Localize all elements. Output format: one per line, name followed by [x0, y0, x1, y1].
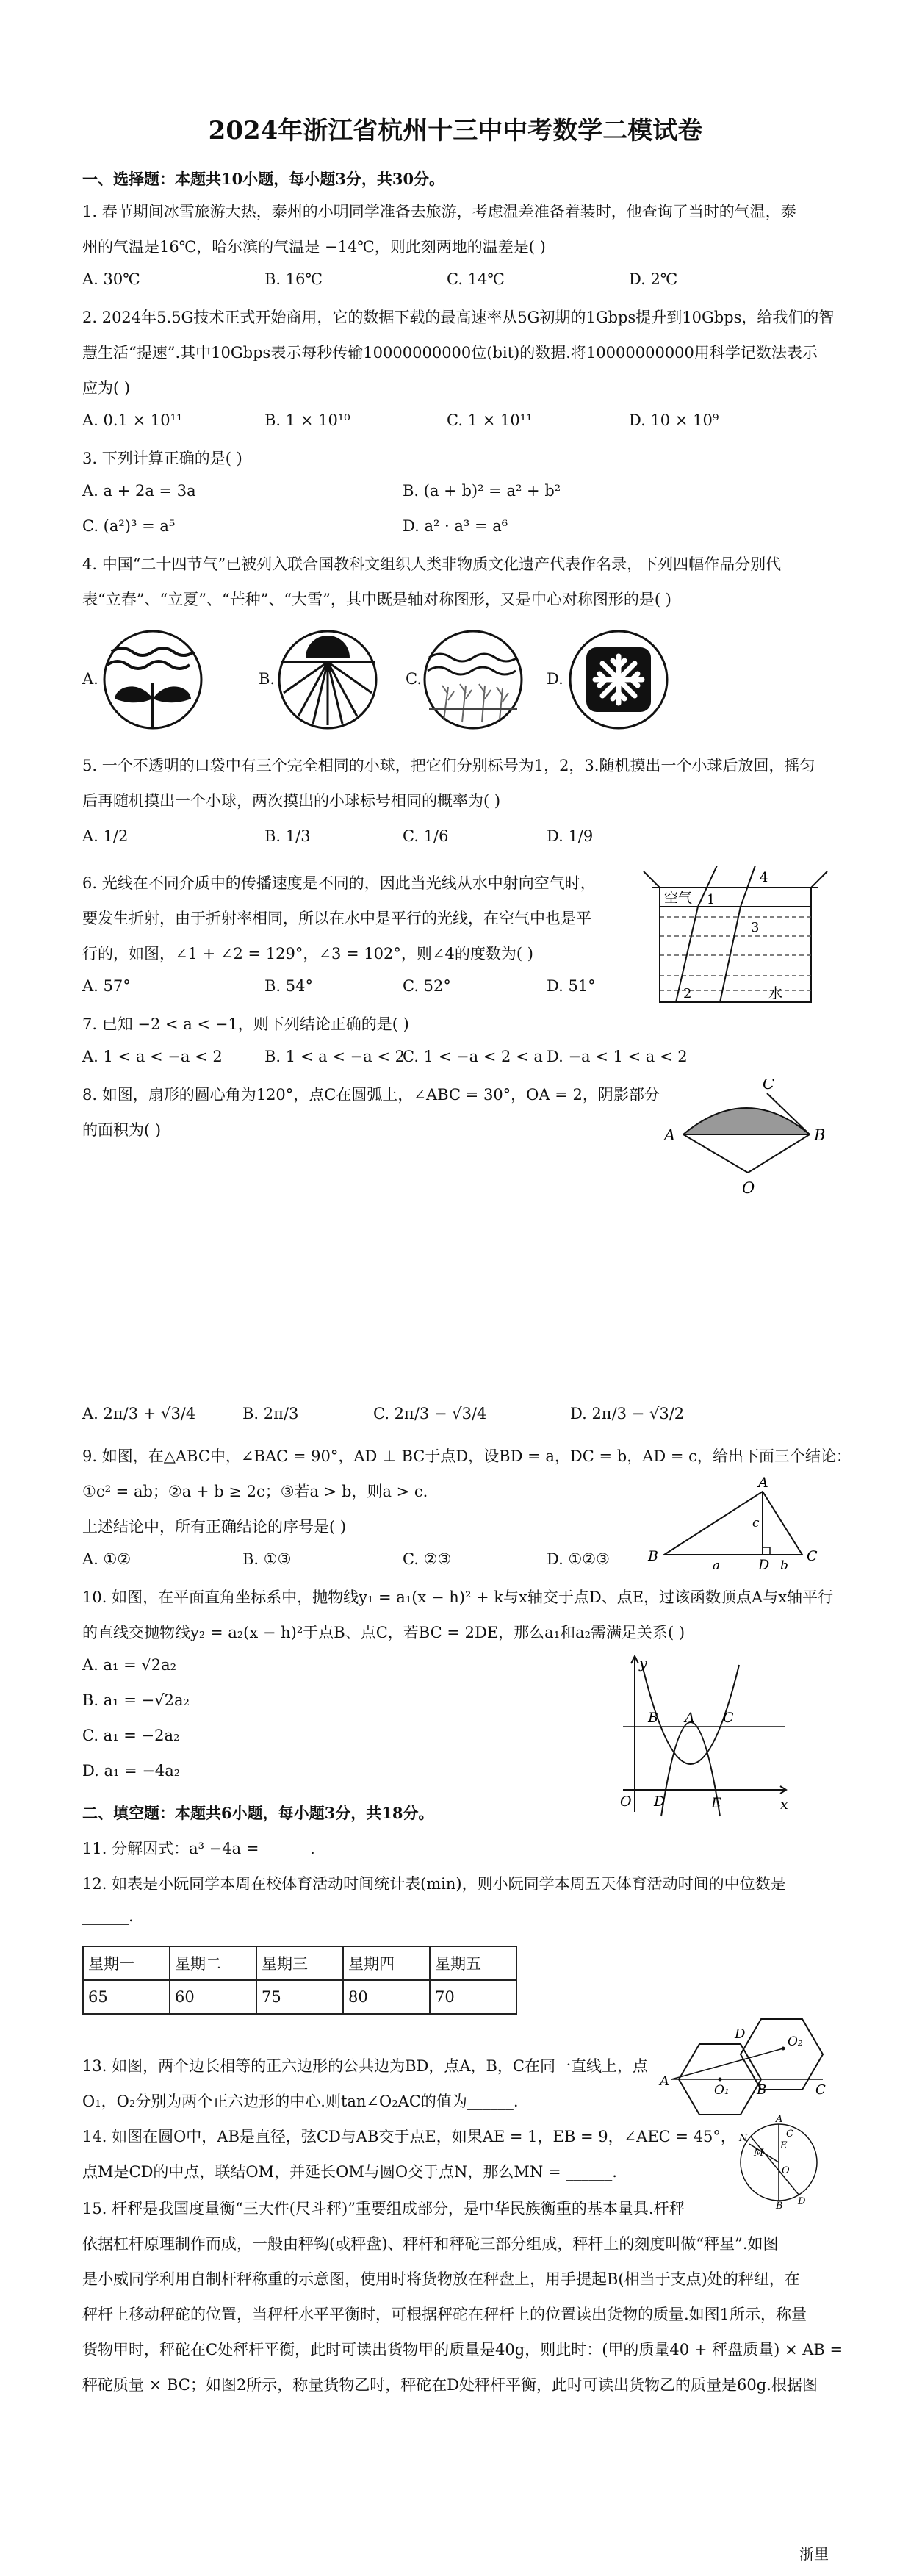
- mangzhong-artwork: [422, 628, 525, 731]
- water-label: 水: [768, 985, 783, 1001]
- q2-option-c: C. 1 × 10¹¹: [447, 411, 533, 429]
- q13-line-2: O₁，O₂分别为两个正六边形的中心.则tan∠O₂AC的值为______.: [82, 2093, 519, 2110]
- q7-option-c: C. 1 < −a < 2 < a: [403, 1048, 543, 1065]
- q14-line-2: 点M是CD的中点，联结OM，并延长OM与圆O交于点N，那么MN = ______.: [82, 2163, 617, 2181]
- tri-seg-b-label: b: [780, 1558, 788, 1572]
- hex-o1-label: O₁: [714, 2083, 730, 2098]
- q10-line-1: 10. 如图，在平面直角坐标系中，抛物线y₁ = a₁(x − h)² + k与x轴交于点D、点E，过该函数顶点A与x轴平行: [82, 1589, 834, 1606]
- axis-y-label: y: [639, 1655, 647, 1672]
- q15-line-3: 是小威同学利用自制杆秤称重的示意图，使用时将货物放在秤盘上，用手提起B(相当于支点)处的秤纽，在: [82, 2270, 800, 2288]
- q7-option-a: A. 1 < a < −a < 2: [82, 1048, 223, 1065]
- circ-o-label: O: [782, 2165, 790, 2176]
- table-header-cell: 星期二: [170, 1946, 256, 1980]
- q4-option-d: D.: [547, 670, 563, 688]
- q15-line-4: 秤杆上移动秤砣的位置，当秤杆水平平衡时，可根据秤砣在秤杆上的位置读出货物的质量.如图1所示，称量: [82, 2306, 807, 2323]
- q1-option-d: D. 2℃: [629, 270, 678, 288]
- q6-option-c: C. 52°: [403, 977, 451, 995]
- q3-option-c: C. (a²)³ = a⁵: [82, 517, 176, 535]
- q1-line-2: 州的气温是16℃，哈尔滨的气温是 −14℃，则此刻两地的温差是( ): [82, 238, 546, 256]
- daxue-snowflake-artwork: [567, 628, 670, 731]
- tri-seg-c-label: c: [752, 1516, 760, 1530]
- point-c-label: C: [763, 1079, 775, 1093]
- q5-line-1: 5. 一个不透明的口袋中有三个完全相同的小球，把它们分别标号为1，2，3.随机摸出一个小球后放回，摇匀: [82, 757, 815, 774]
- q8-option-d: D. 2π/3 − √3/2: [570, 1405, 685, 1422]
- q6-line-1: 6. 光线在不同介质中的传播速度是不同的，因此当光线从水中射向空气时，: [82, 874, 596, 892]
- q13-line-1: 13. 如图，两个边长相等的正六边形的公共边为BD，点A，B，C在同一直线上，点: [82, 2057, 649, 2075]
- q15-line-2: 依据杠杆原理制作而成，一般由秤钩(或秤盘)、秤杆和秤砣三部分组成，秤杆上的刻度叫做“秤星”.如图: [82, 2235, 779, 2253]
- tri-c-label: C: [807, 1548, 818, 1564]
- q7-line-1: 7. 已知 −2 < a < −1，则下列结论正确的是( ): [82, 1015, 409, 1033]
- q12-line-2: ______.: [82, 1907, 134, 1925]
- air-label: 空气: [664, 890, 693, 906]
- hex-o2-label: O₂: [788, 2034, 803, 2049]
- point-a-label: A: [685, 1710, 695, 1726]
- point-c-label: C: [723, 1710, 734, 1726]
- q9-line-3: 上述结论中，所有正确结论的序号是( ): [82, 1518, 347, 1536]
- footer-brand: 浙里: [799, 2545, 829, 2563]
- q9-option-b: B. ①③: [242, 1550, 292, 1568]
- hex-a-label: A: [660, 2073, 669, 2089]
- q8-option-b: B. 2π/3: [242, 1405, 299, 1422]
- q2-line-1: 2. 2024年5.5G技术正式开始商用，它的数据下载的最高速率从5G初期的1Gbps提升到10Gbps，给我们的智: [82, 309, 835, 326]
- hex-b-label: B: [757, 2082, 767, 2098]
- q5-option-b: B. 1/3: [264, 827, 311, 845]
- hex-c-label: C: [815, 2082, 826, 2098]
- angle-1-label: 1: [707, 892, 716, 907]
- table-cell: 60: [170, 1980, 256, 2014]
- tri-a-label: A: [758, 1477, 768, 1491]
- q10-line-2: 的直线交抛物线y₂ = a₂(x − h)²于点B、点C，若BC = 2DE，那么a₁和a₂需满足关系( ): [82, 1624, 685, 1641]
- q6-option-a: A. 57°: [82, 977, 131, 995]
- q2-option-a: A. 0.1 × 10¹¹: [82, 411, 183, 429]
- q6-line-3: 行的，如图，∠1 + ∠2 = 129°，∠3 = 102°，则∠4的度数为( ): [82, 945, 533, 963]
- circ-d-label: D: [798, 2196, 806, 2207]
- q10-option-d: D. a₁ = −4a₂: [82, 1762, 181, 1780]
- table-row: [83, 1980, 516, 2014]
- page-title: 2024年浙江省杭州十三中中考数学二模试卷: [208, 116, 703, 145]
- point-o-label: O: [742, 1179, 755, 1197]
- q7-option-b: B. 1 < a < −a < 2: [264, 1048, 405, 1065]
- circ-e-label: E: [780, 2140, 788, 2151]
- point-a-label: A: [664, 1126, 676, 1144]
- q3-option-b: B. (a + b)² = a² + b²: [403, 482, 561, 500]
- q8-line-2: 的面积为( ): [82, 1121, 162, 1139]
- q9-option-d: D. ①②③: [547, 1550, 610, 1568]
- q15-line-6: 秤砣质量 × BC；如图2所示，称量货物乙时，秤砣在D处秤杆平衡，此时可读出货物乙的质量是60g.根据图: [82, 2376, 818, 2394]
- q12-line-1: 12. 如表是小阮同学本周在校体育活动时间统计表(min)，则小阮同学本周五天体育活动时间的中位数是: [82, 1875, 786, 1893]
- circ-m-label: M: [754, 2148, 764, 2159]
- table-cell: 65: [83, 1980, 170, 2014]
- q9-option-c: C. ②③: [403, 1550, 452, 1568]
- circ-a-label: A: [776, 2115, 783, 2125]
- q5-option-a: A. 1/2: [82, 827, 129, 845]
- q4-option-c: C.: [406, 670, 422, 688]
- q10-option-b: B. a₁ = −√2a₂: [82, 1691, 190, 1709]
- lixia-artwork: [276, 628, 379, 731]
- q6-option-d: D. 51°: [547, 977, 596, 995]
- q3-option-d: D. a² · a³ = a⁶: [403, 517, 508, 535]
- q4-option-a: A.: [82, 670, 98, 688]
- q11-line: 11. 分解因式：a³ −4a = ______.: [82, 1840, 315, 1857]
- section-heading-choice: 一、选择题：本题共10小题，每小题3分，共30分。: [82, 170, 445, 188]
- origin-o-label: O: [620, 1794, 632, 1810]
- q5-line-2: 后再随机摸出一个小球，两次摸出的小球标号相同的概率为( ): [82, 792, 501, 810]
- q5-option-c: C. 1/6: [403, 827, 449, 845]
- point-b-label: B: [814, 1126, 826, 1144]
- sector-figure: [658, 1079, 835, 1204]
- table-cell: 75: [256, 1980, 343, 2014]
- q2-option-d: D. 10 × 10⁹: [629, 411, 719, 429]
- q1-option-c: C. 14℃: [447, 270, 505, 288]
- q10-option-c: C. a₁ = −2a₂: [82, 1727, 180, 1744]
- hex-d-label: D: [735, 2026, 746, 2042]
- q9-line-1: 9. 如图，在△ABC中，∠BAC = 90°，AD ⊥ BC于点D，设BD = a，DC = b，AD = c，给出下面三个结论：: [82, 1447, 851, 1465]
- tri-seg-a-label: a: [713, 1558, 721, 1572]
- table-cell: 70: [430, 1980, 516, 2014]
- hexagons-figure: [658, 2016, 827, 2119]
- q9-option-a: A. ①②: [82, 1550, 132, 1568]
- q2-line-3: 应为( ): [82, 379, 131, 397]
- angle-2-label: 2: [683, 986, 692, 1001]
- table-header-cell: 星期一: [83, 1946, 170, 1980]
- point-b-label: B: [648, 1710, 658, 1726]
- q4-option-b: B.: [259, 670, 276, 688]
- lichun-artwork: [101, 628, 204, 731]
- q2-line-2: 慧生活“提速”.其中10Gbps表示每秒传输10000000000位(bit)的数据.将10000000000用科学记数法表示: [82, 344, 818, 361]
- circ-c-label: C: [786, 2129, 793, 2140]
- q2-option-b: B. 1 × 10¹⁰: [264, 411, 350, 429]
- circ-n-label: N: [739, 2133, 748, 2144]
- q10-option-a: A. a₁ = √2a₂: [82, 1656, 177, 1674]
- q9-line-2: ①c² = ab；②a + b ≥ 2c；③若a > b，则a > c.: [82, 1483, 428, 1500]
- right-triangle-figure: [642, 1477, 826, 1572]
- q8-option-c: C. 2π/3 − √3/4: [373, 1405, 487, 1422]
- q6-line-2: 要发生折射，由于折射率相同，所以在水中是平行的光线，在空气中也是平: [82, 910, 591, 927]
- q8-line-1: 8. 如图，扇形的圆心角为120°，点C在圆弧上，∠ABC = 30°，OA = 2，阴影部分: [82, 1086, 660, 1104]
- angle-4-label: 4: [760, 870, 768, 885]
- table-header-cell: 星期四: [343, 1946, 430, 1980]
- q6-option-b: B. 54°: [264, 977, 314, 995]
- table-header-cell: 星期三: [256, 1946, 343, 1980]
- q3-line-1: 3. 下列计算正确的是( ): [82, 450, 242, 467]
- q15-line-5: 货物甲时，秤砣在C处秤杆平衡，此时可读出货物甲的质量是40g，则此时：(甲的质量40 + 秤盘质量) × AB =: [82, 2341, 843, 2359]
- table-cell: 80: [343, 1980, 430, 2014]
- tri-d-label: D: [758, 1557, 770, 1572]
- q3-option-a: A. a + 2a = 3a: [82, 482, 196, 500]
- q8-option-a: A. 2π/3 + √3/4: [82, 1405, 196, 1422]
- activity-time-table: [82, 1946, 517, 2015]
- q4-line-2: 表“立春”、“立夏”、“芒种”、“大雪”，其中既是轴对称图形，又是中心对称图形的是( ): [82, 591, 671, 608]
- q1-option-b: B. 16℃: [264, 270, 323, 288]
- point-e-label: E: [711, 1795, 721, 1811]
- q5-option-d: D. 1/9: [547, 827, 594, 845]
- section-heading-fill: 二、填空题：本题共6小题，每小题3分，共18分。: [82, 1804, 434, 1822]
- q7-option-d: D. −a < 1 < a < 2: [547, 1048, 688, 1065]
- circle-chord-figure: [735, 2115, 823, 2210]
- circ-b-label: B: [776, 2201, 783, 2210]
- q14-line-1: 14. 如图在圆O中，AB是直径，弦CD与AB交于点E，如果AE = 1，EB = 9，∠AEC = 45°，: [82, 2128, 736, 2145]
- angle-3-label: 3: [751, 920, 760, 935]
- parabola-figure: [601, 1650, 792, 1819]
- q1-line-1: 1. 春节期间冰雪旅游大热，泰州的小明同学准备去旅游，考虑温差准备着装时，他查询了当时的气温，泰: [82, 203, 796, 220]
- tri-b-label: B: [648, 1548, 658, 1564]
- q4-line-1: 4. 中国“二十四节气”已被列入联合国教科文组织人类非物质文化遗产代表作名录，下列四幅作品分别代: [82, 555, 782, 573]
- refraction-figure: [630, 866, 829, 1012]
- table-header-row: [83, 1946, 516, 1980]
- axis-x-label: x: [780, 1796, 788, 1813]
- q1-option-a: A. 30℃: [82, 270, 140, 288]
- q15-line-1: 15. 杆秤是我国度量衡“三大件(尺斗秤)”重要组成部分，是中华民族衡重的基本量具.杆秤: [82, 2200, 685, 2217]
- point-d-label: D: [654, 1794, 666, 1810]
- table-header-cell: 星期五: [430, 1946, 516, 1980]
